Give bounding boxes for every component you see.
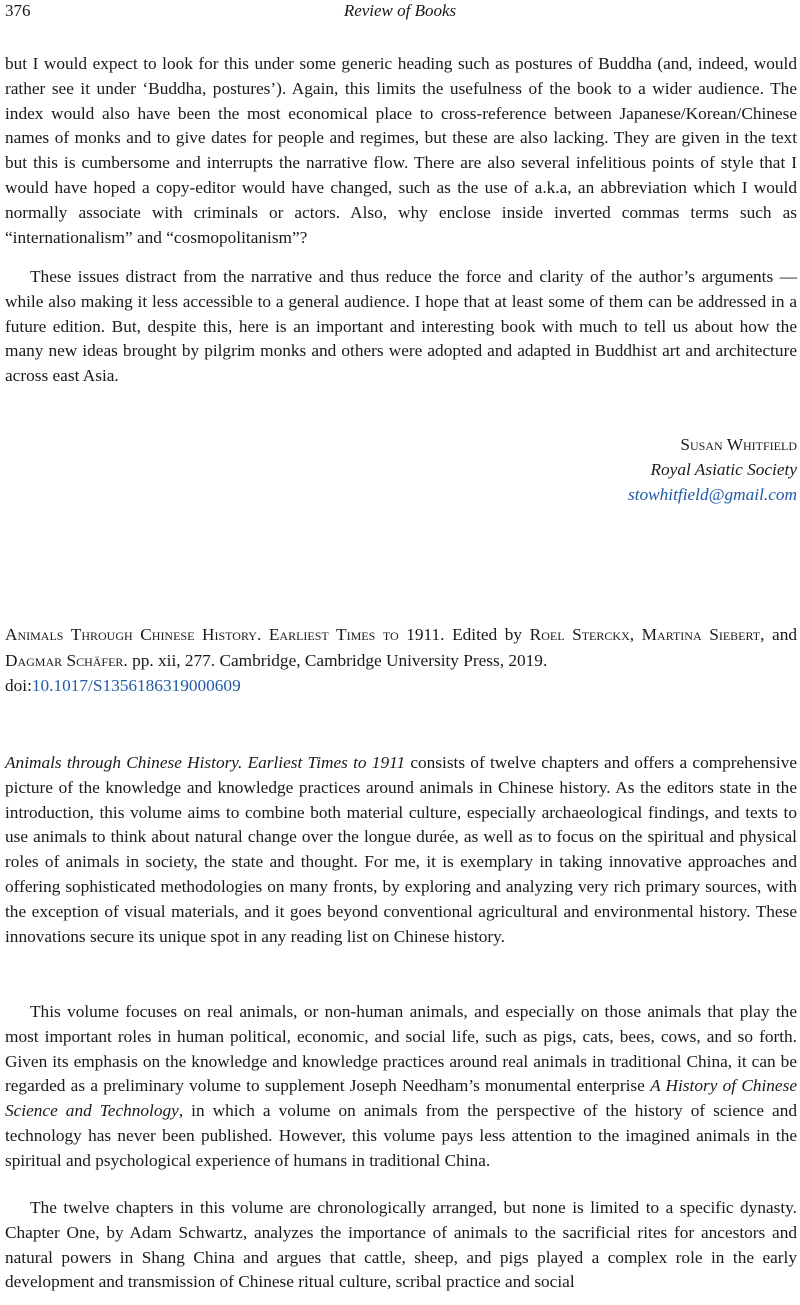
edited-by-label: Edited by — [452, 625, 523, 644]
page-number: 376 — [5, 1, 31, 20]
reviewer-affiliation: Royal Asiatic Society — [650, 460, 797, 479]
needham-title: A History of Chinese Science and Technology — [5, 1076, 797, 1121]
and-word: and — [772, 625, 797, 644]
review1-paragraph-1: but I would expect to look for this under some generic heading such as postures of Buddha (and, indeed, would rather see it under ‘Buddha, postures’). Again, this limits the usefulness of the book to a wider audience. The index would also have been the most economical place to cross-reference between Japanese/Korean/Chinese names of monks and to give dates for people and regimes, but these are also lacking. They are given in the text but this is cumbersome and interrupts the narrative flow. There are also several infelitious points of style that I would have hoped a copy-editor would have changed, such as the use of a.k.a, an abbreviation which I would normally associate with criminals or actors. Also, why enclose inside inverted commas terms such as “internationalism” and “cosmopolitanism”? — [5, 54, 797, 247]
publication-details: pp. xii, 277. Cambridge, Cambridge University Press, 2019. — [132, 650, 548, 670]
reviewer-email-link[interactable]: stowhitfield@gmail.com — [627, 485, 797, 504]
book-citation — [5, 622, 797, 699]
doi-label: doi: — [5, 676, 32, 695]
editor-2: Martina Siebert, — [641, 625, 765, 644]
review2-paragraph-1-text: consists of twelve chapters and offers a comprehensive picture of the knowledge and knowledge practices around animals in Chinese history. As the editors state in the introduction, this volume aims to combine both material culture, especially archaeological findings, and texts to use animals to think about natural change over the longue durée, as well as to focus on the spiritual and physical roles of animals in society, the state and thought. For me, it is exemplary in taking innovative approaches and offering sophisticated methodologies on many fronts, by exploring and analyzing very rich primary sources, with the exception of visual materials, and it goes beyond conventional agricultural and environmental history. These innovations secure its unique spot in any reading list on Chinese history. — [5, 753, 798, 946]
book-title-inline: Animals through Chinese History. Earliest Times to 1911 — [5, 753, 406, 772]
review1-paragraph-2: These issues distract from the narrative and thus reduce the force and clarity of the author’s arguments — while also making it less accessible to a general audience. I hope that at least some of them can be addressed in a future edition. But, despite this, here is an important and interesting book with much to tell us about how the many new ideas brought by pilgrim monks and others were adopted and adapted in Buddhist art and architecture across east Asia. — [5, 267, 797, 386]
reviewer-name: Susan Whitfield — [680, 435, 797, 454]
review2-paragraph-2-text-b: , in which a volume on animals from the perspective of the history of science and technology has never been published. However, this volume pays less attention to the imagined animals in the spiritual and psychological experience of humans in traditional China. — [5, 1101, 797, 1170]
review2-paragraph-2-text-a: This volume focuses on real animals, or non-human animals, and especially on those animals that play the most important roles in human political, economic, and social life, such as pigs, cats, bees, cows, and so forth. Given its emphasis on the knowledge and knowledge practices around real animals in traditional China, it can be regarded as a preliminary volume to supplement Joseph Needham’s monumental enterprise — [5, 1002, 797, 1096]
editor-1: Roel Sterckx, — [529, 625, 635, 644]
running-header — [0, 0, 800, 22]
running-title: Review of Books — [343, 1, 457, 20]
review2-paragraph-2 — [5, 1000, 797, 1174]
book-title: Animals Through Chinese History. Earliest Times to 1911. — [5, 625, 445, 644]
doi-link[interactable]: 10.1017/S1356186319000609 — [31, 676, 241, 695]
review2-paragraph-3: The twelve chapters in this volume are chronologically arranged, but none is limited to a specific dynasty. Chapter One, by Adam Schwartz, analyzes the importance of animals to the sacrificial rites for ancestors and natural powers in Shang China and argues that cattle, sheep, and pigs played a complex role in the early development and transmission of Chinese ritual culture, scribal practice and social — [5, 1198, 797, 1292]
review2-paragraph-1 — [5, 751, 797, 949]
editor-3: Dagmar Schäfer. — [5, 650, 128, 670]
